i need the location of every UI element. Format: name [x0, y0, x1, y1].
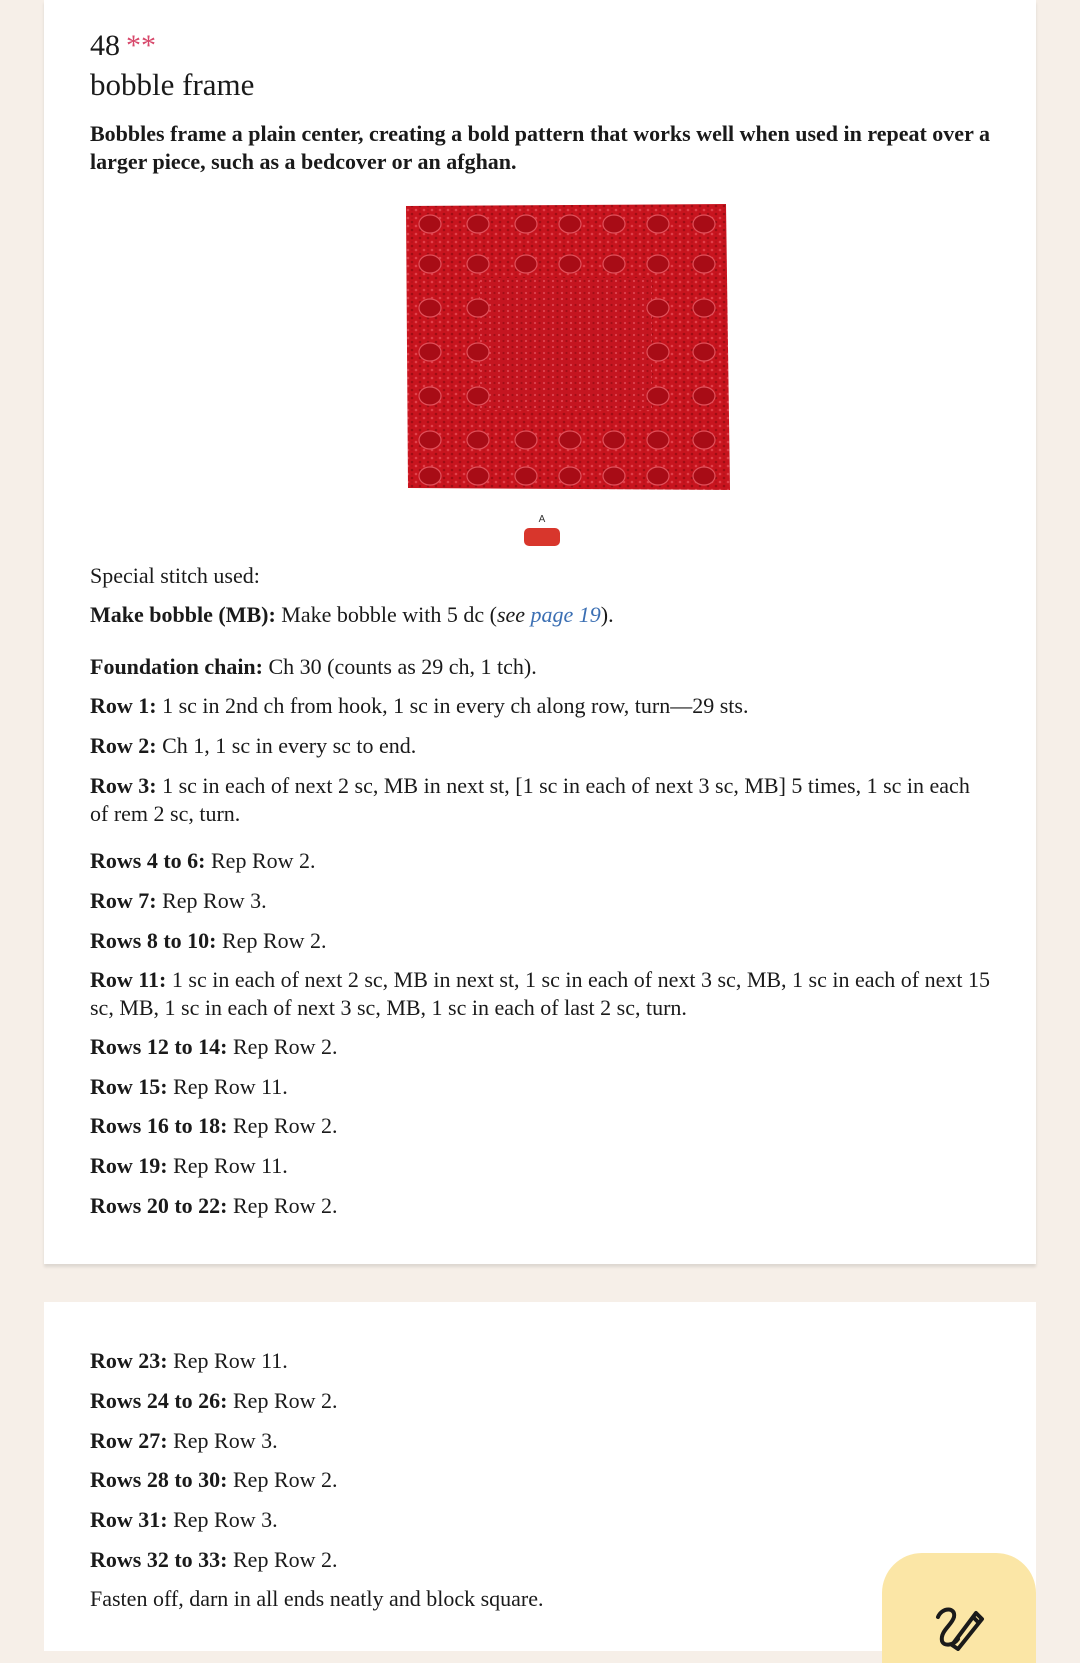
- difficulty-stars: **: [126, 29, 156, 62]
- row-label: Foundation chain:: [90, 654, 263, 679]
- special-stitch-heading: Special stitch used:: [90, 563, 260, 588]
- bobble-stitch: [693, 215, 715, 233]
- bobble-stitch: [467, 299, 489, 317]
- row-label: Rows 12 to 14:: [90, 1034, 228, 1059]
- row-text: Ch 1, 1 sc in every sc to end.: [156, 733, 417, 758]
- instruction-row: [90, 1112, 990, 1140]
- pattern-intro: Bobbles frame a plain center, creating a bold pattern that works well when used in repeat over a larger piece, such as a bedcover or an afghan.: [90, 121, 990, 174]
- row-label: Row 27:: [90, 1428, 168, 1453]
- document-page-1: [44, 0, 1036, 1264]
- bobble-stitch: [419, 215, 441, 233]
- bobble-stitch: [515, 255, 537, 273]
- bobble-stitch: [419, 431, 441, 449]
- instruction-row: [90, 927, 990, 955]
- bobble-stitch: [647, 215, 669, 233]
- row-label: Rows 4 to 6:: [90, 848, 206, 873]
- bobble-stitch: [467, 215, 489, 233]
- bobble-stitch: [515, 215, 537, 233]
- instruction-row: [90, 1152, 990, 1180]
- legend-letter: A: [538, 514, 546, 525]
- bobble-stitch: [559, 255, 581, 273]
- bobble-stitch: [693, 467, 715, 485]
- bobble-stitch: [603, 467, 625, 485]
- instruction-row: [90, 887, 990, 915]
- row-label: Rows 28 to 30:: [90, 1467, 228, 1492]
- bobble-stitch: [467, 255, 489, 273]
- row-text: Rep Row 2.: [205, 848, 316, 873]
- pattern-number: [90, 28, 156, 64]
- row-label: Row 31:: [90, 1507, 168, 1532]
- pattern-title: bobble frame: [90, 67, 255, 102]
- row-label: Rows 16 to 18:: [90, 1113, 228, 1138]
- color-legend: [522, 514, 562, 546]
- bobble-stitch: [647, 431, 669, 449]
- row-text: Rep Row 11.: [167, 1153, 288, 1178]
- row-label: Rows 8 to 10:: [90, 928, 217, 953]
- legend-color-swatch: [524, 528, 560, 546]
- bobble-stitch: [419, 299, 441, 317]
- row-label: Rows 20 to 22:: [90, 1193, 228, 1218]
- bobble-stitch: [559, 467, 581, 485]
- row-text: Rep Row 2.: [227, 1467, 338, 1492]
- bobble-stitch: [515, 467, 537, 485]
- row-label: Row 1:: [90, 693, 157, 718]
- row-text: 1 sc in 2nd ch from hook, 1 sc in every ch along row, turn—29 sts.: [156, 693, 749, 718]
- bobble-stitch: [603, 255, 625, 273]
- row-text: Ch 30 (counts as 29 ch, 1 tch).: [263, 654, 537, 679]
- finishing-instructions: Fasten off, darn in all ends neatly and block square.: [90, 1586, 544, 1611]
- bobble-stitch: [559, 215, 581, 233]
- instruction-row: [90, 653, 990, 681]
- bobble-stitch: [603, 215, 625, 233]
- row-text: Rep Row 3.: [167, 1507, 278, 1532]
- instruction-row: [90, 732, 990, 760]
- row-label: Rows 32 to 33:: [90, 1547, 228, 1572]
- row-label: Row 2:: [90, 733, 157, 758]
- bobble-stitch: [603, 431, 625, 449]
- bobble-stitch: [467, 467, 489, 485]
- crochet-swatch-illustration: [398, 200, 734, 494]
- bobble-stitch: [693, 299, 715, 317]
- edit-fab-button[interactable]: [882, 1553, 1036, 1663]
- bobble-stitch: [419, 387, 441, 405]
- instruction-row: [90, 1506, 990, 1534]
- instruction-row: [90, 1387, 990, 1415]
- row-text: 1 sc in each of next 2 sc, MB in next st, 1 sc in each of next 3 sc, MB, 1 sc in each of next 15 sc, MB, 1 sc in each of next 3 sc, MB, 1 sc in each of last 2 sc, turn.: [90, 967, 990, 1020]
- special-stitch-label: Make bobble (MB):: [90, 602, 276, 627]
- row-label: Row 23:: [90, 1348, 168, 1373]
- row-text: Rep Row 2.: [227, 1547, 338, 1572]
- instruction-row: [90, 1546, 990, 1574]
- bobble-stitch: [693, 255, 715, 273]
- instruction-row: [90, 1466, 990, 1494]
- instruction-row: [90, 1033, 990, 1061]
- instruction-row: [90, 847, 990, 875]
- page-19-link[interactable]: page 19: [530, 602, 601, 627]
- row-label: Row 19:: [90, 1153, 168, 1178]
- bobble-stitch: [647, 255, 669, 273]
- instruction-row: [90, 966, 990, 1022]
- row-text: Rep Row 11.: [167, 1348, 288, 1373]
- row-text: Rep Row 2.: [227, 1388, 338, 1413]
- row-text: 1 sc in each of next 2 sc, MB in next st, [1 sc in each of next 3 sc, MB] 5 times, 1 sc in each of rem 2 sc, turn.: [90, 773, 970, 826]
- row-text: Rep Row 2.: [227, 1113, 338, 1138]
- pencil-edit-icon: [932, 1601, 988, 1651]
- bobble-stitch: [647, 467, 669, 485]
- special-stitch-definition: [90, 601, 990, 629]
- instruction-row: [90, 1427, 990, 1455]
- bobble-stitch: [467, 431, 489, 449]
- instruction-row: [90, 1073, 990, 1101]
- bobble-stitch: [559, 431, 581, 449]
- see-text: see: [496, 602, 526, 627]
- row-label: Rows 24 to 26:: [90, 1388, 228, 1413]
- instruction-row: [90, 1347, 990, 1375]
- bobble-stitch: [647, 299, 669, 317]
- row-label: Row 7:: [90, 888, 157, 913]
- row-text: Rep Row 3.: [167, 1428, 278, 1453]
- special-stitch-text-end: ).: [600, 602, 614, 627]
- bobble-stitch: [693, 431, 715, 449]
- instruction-row: [90, 692, 990, 720]
- bobble-stitch: [647, 343, 669, 361]
- row-text: Rep Row 2.: [227, 1193, 338, 1218]
- bobble-stitch: [647, 387, 669, 405]
- row-label: Row 15:: [90, 1074, 168, 1099]
- row-label: Row 11:: [90, 967, 167, 992]
- instruction-row: [90, 1192, 990, 1220]
- bobble-stitch: [419, 255, 441, 273]
- bobble-stitch: [419, 467, 441, 485]
- bobble-stitch: [419, 343, 441, 361]
- special-stitch-text: Make bobble with 5 dc (: [275, 602, 497, 627]
- row-text: Rep Row 11.: [167, 1074, 288, 1099]
- pattern-number-value: 48: [90, 29, 120, 62]
- bobble-stitch: [467, 387, 489, 405]
- crochet-swatch-image: [398, 200, 734, 494]
- bobble-stitch: [515, 431, 537, 449]
- bobble-stitch: [693, 343, 715, 361]
- instruction-row: [90, 772, 990, 828]
- row-label: Row 3:: [90, 773, 157, 798]
- row-text: Rep Row 3.: [156, 888, 267, 913]
- bobble-stitch: [467, 343, 489, 361]
- bobble-stitch: [693, 387, 715, 405]
- row-text: Rep Row 2.: [216, 928, 327, 953]
- row-text: Rep Row 2.: [227, 1034, 338, 1059]
